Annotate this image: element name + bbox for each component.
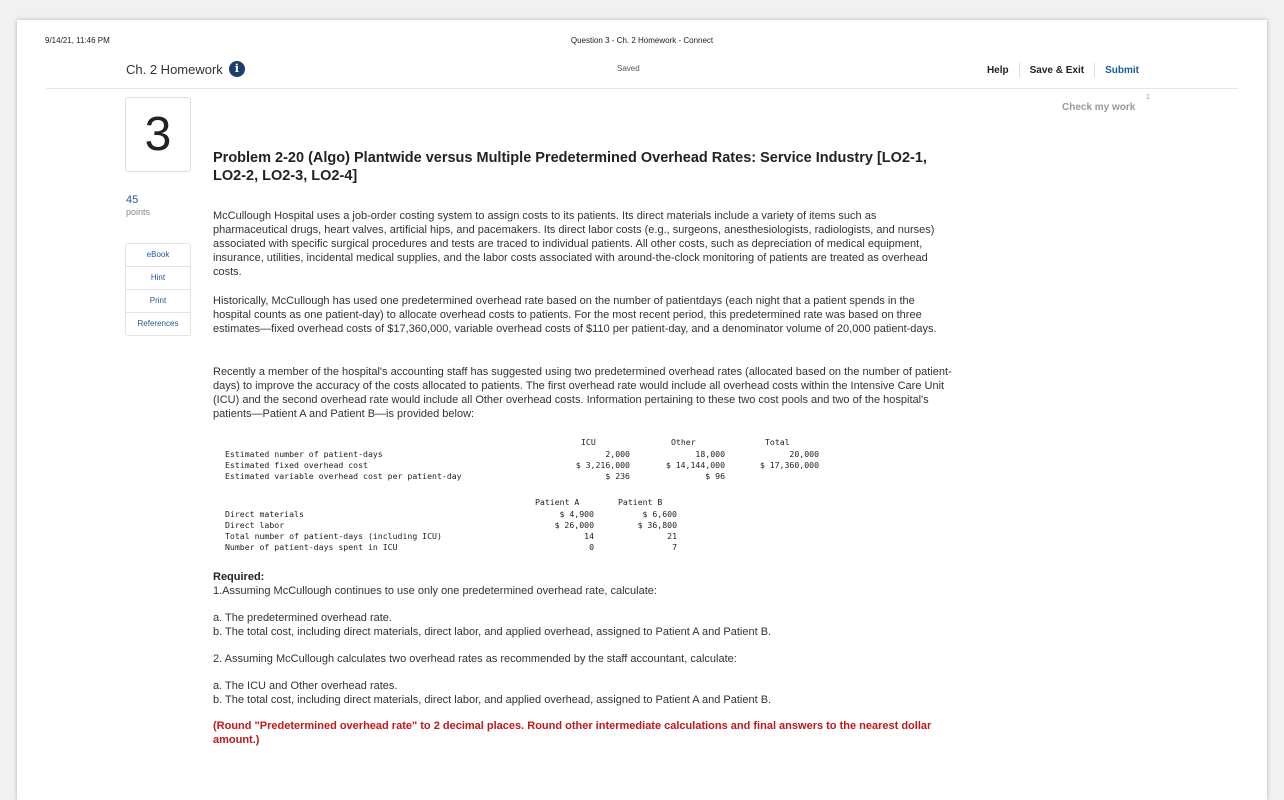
tools-panel [125,243,191,336]
col-header-total: Total [765,437,790,447]
points-label: points [126,207,151,217]
check-my-work-button[interactable]: Check my work [1062,102,1136,113]
col-header-patient-a: Patient A [535,497,580,507]
problem-paragraph-2: Historically, McCullough has used one predetermined overhead rate based on the number of patientdays (each night that a patient spends in the hospital counts as one patient-day) to allocate overhead costs to patients. For the most recent period, this predetermined rate was based on three estimates—fixed overhead costs of $17,360,000, variable overhead costs of $110 per patient-day, and a denominator volume of 20,000 patient-days. [213,295,937,335]
requirement-1b: b. The total cost, including direct materials, direct labor, and applied overhead, assigned to Patient A and Patient B. [213,626,772,638]
cell-other: $ 14,144,000 [665,460,725,470]
header-divider [46,88,1238,89]
cell-patient-b: 21 [667,531,677,541]
row-label: Estimated variable overhead cost per patient-day [225,471,462,481]
required-heading: Required: [213,571,265,583]
cell-patient-a: 14 [584,531,594,541]
requirement-1a: a. The predetermined overhead rate. [213,612,392,624]
row-label: Direct materials [225,509,304,519]
document-title: Question 3 - Ch. 2 Homework - Connect [570,36,714,45]
requirement-2a: a. The ICU and Other overhead rates. [213,680,398,692]
requirement-1: 1.Assuming McCullough continues to use only one predetermined overhead rate, calculate: [213,585,657,597]
rounding-instructions: (Round "Predetermined overhead rate" to 2 decimal places. Round other intermediate calculations and final answers to the nearest dollar amount.) [213,720,932,746]
hint-link[interactable]: Hint [126,267,190,290]
cell-patient-b: 7 [672,542,677,552]
cell-icu: $ 3,216,000 [575,460,630,470]
cell-total: $ 17,360,000 [759,460,819,470]
row-label: Number of patient-days spent in ICU [225,542,398,552]
save-status: Saved [617,64,640,73]
cell-patient-a: 0 [589,542,594,552]
print-link[interactable]: Print [126,290,190,313]
save-exit-button[interactable]: Save & Exit [1029,64,1085,76]
col-header-other: Other [671,437,696,447]
cell-icu: 2,000 [605,449,630,459]
cell-patient-b: $ 6,600 [642,509,677,519]
problem-paragraph-3: Recently a member of the hospital's accounting staff has suggested using two predetermined overhead rates (allocated based on the number of patient-days) to improve the accuracy of the costs allocated to patients. The first overhead rate would include all overhead costs within the Intensive Care Unit (ICU) and the second overhead rate would include all Other overhead costs. Information pertaining to these two cost pools and two of the hospital's patients—Patient A and Patient B—is provided below: [213,366,952,420]
help-button[interactable]: Help [986,64,1009,76]
print-timestamp: 9/14/21, 11:46 PM [45,36,110,45]
cell-patient-a: $ 26,000 [554,520,594,530]
cell-patient-b: $ 36,800 [637,520,677,530]
requirement-2: 2. Assuming McCullough calculates two overhead rates as recommended by the staff accountant, calculate: [213,653,737,665]
cell-other: 18,000 [695,449,725,459]
row-label: Estimated fixed overhead cost [225,460,368,470]
row-label: Total number of patient-days (including ICU) [225,531,442,541]
col-header-patient-b: Patient B [618,497,663,507]
row-label: Direct labor [225,520,285,530]
ebook-link[interactable]: eBook [126,244,190,267]
col-header-icu: ICU [581,437,596,447]
assignment-title-text: Ch. 2 Homework [126,61,223,77]
problem-paragraph-1: McCullough Hospital uses a job-order costing system to assign costs to its patients. Its direct materials include a variety of items such as pharmaceutical drugs, heart valves, artificial hips, and pacemakers. Its direct labor costs (e.g., surgeons, anesthesiologists, radiologists, and nurses) associated with specific surgical procedures and tests are traced to individual patients. All other costs, such as depreciation of medical equipment, insurance, utilities, incidental medical supplies, and the labor costs associated with around-the-clock monitoring of patients are treated as overhead costs. [213,210,935,278]
cell-patient-a: $ 4,900 [559,509,594,519]
cell-total: 20,000 [789,449,819,459]
check-count: 1 [1146,94,1150,101]
requirement-2b: b. The total cost, including direct materials, direct labor, and applied overhead, assigned to Patient A and Patient B. [213,694,772,706]
question-number: 3 [125,97,191,172]
info-icon[interactable]: i [229,61,245,77]
cell-other: $ 96 [705,471,725,481]
problem-title: Problem 2-20 (Algo) Plantwide versus Multiple Predetermined Overhead Rates: Service Industry [LO2-1, LO2-2, LO2-3, LO2-4] [213,150,927,184]
assignment-title [126,61,245,77]
points-value: 45 [126,194,139,206]
header-actions [977,63,1149,77]
submit-button[interactable]: Submit [1105,64,1139,76]
row-label: Estimated number of patient-days [225,449,383,459]
cell-icu: $ 236 [605,471,630,481]
references-link[interactable]: References [137,319,179,328]
